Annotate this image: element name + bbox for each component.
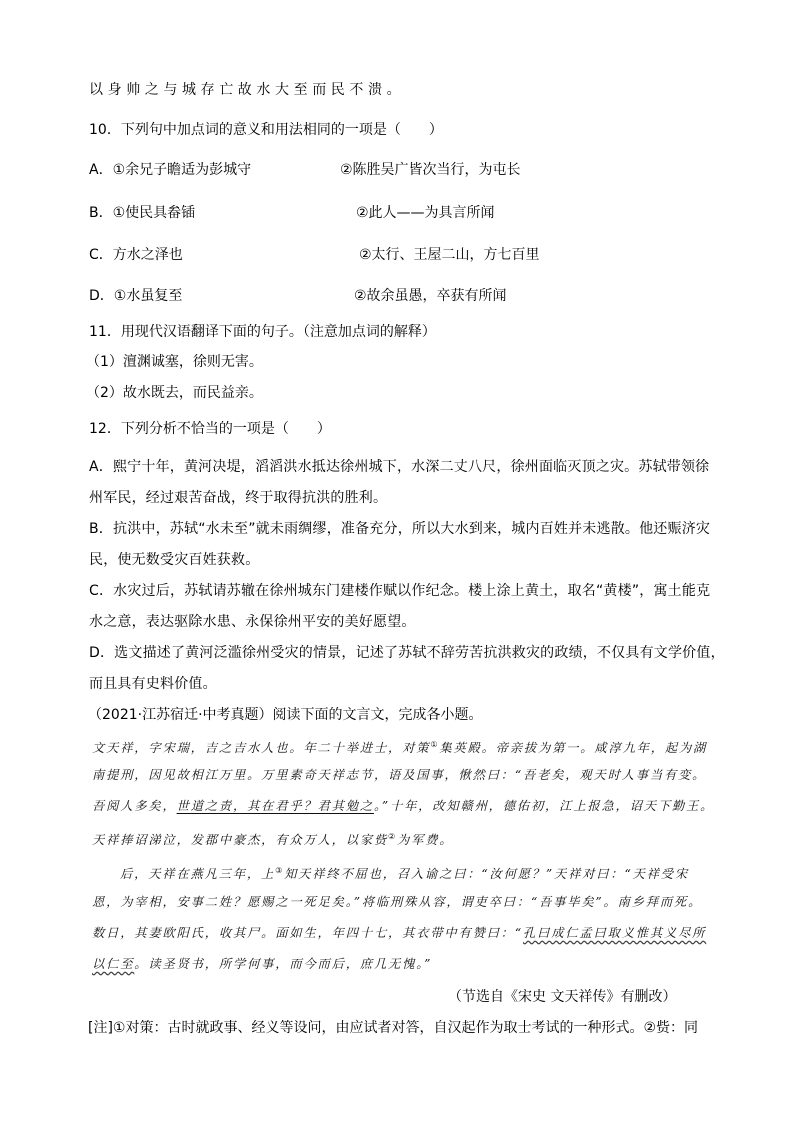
q12-line: D．选文描述了黄河泛滥徐州受灾的情景，记述了苏轼不辞劳苦抗洪救灾的政绩，不仅具有文学价值， — [89, 645, 725, 661]
q12-line: B．抗洪中，苏轼“水未至”就未雨绸缪，准备充分，所以大水到来，城内百姓并未逃散。他还赈济灾 — [89, 521, 711, 537]
underlined-sentence: 世道之责，其在君乎？君其勉之 — [176, 799, 374, 813]
question-12-stem: 12．下列分析不恰当的一项是（ ） — [89, 421, 331, 437]
passage-line — [92, 767, 706, 783]
passage-line — [92, 737, 707, 756]
passage-line — [92, 956, 432, 972]
passage-text: 集英殿。帝亲拔为第一。咸淳九年，起为湖 — [439, 741, 708, 756]
passage-text: 后，天祥在燕凡三年，上 — [120, 867, 276, 882]
question-11-stem: 11．用现代汉语翻译下面的句子。（注意加点词的解释） — [89, 324, 436, 340]
passage-text: 南提刑，因见故相江万里。万里素奇天祥志节，语及国事，愀然曰：“吾老矣，观天时人事当有变。 — [92, 768, 707, 782]
q10-option-b-right: ②此人——为具言所闻 — [356, 205, 495, 221]
q11-item-2: （2）故水既去，而民益亲。 — [86, 385, 263, 401]
passage-text: 。读圣贤书，所学何事，而今而后，庶几无愧。” — [134, 957, 433, 971]
q12-line: 而且具有史料价值。 — [89, 676, 217, 692]
passage-line — [92, 829, 453, 848]
passage-line — [92, 798, 714, 814]
footnote-marker: ② — [388, 832, 398, 841]
passage-text: 天祥捧诏涕泣，发郡中豪杰，有众万人，以家赀 — [92, 833, 389, 848]
passage-text: 为军费。 — [397, 833, 454, 848]
footnote: [注]①对策：古时就政事、经义等设问，由应试者对答，自汉起作为取士考试的一种形式。②赀：同 — [88, 1020, 699, 1036]
passage-text: 。”十年，改知赣州，德佑初，江上报急，诏天下勤王。 — [373, 799, 715, 813]
q12-line: 州军民，经过艰苦奋战，终于取得抗洪的胜利。 — [89, 490, 388, 506]
passage-text: 恩，为宰相，安事二姓？愿赐之一死足矣。”将临刑殊从容，谓吏卒曰：“吾事毕矣”。南乡拜而死。 — [92, 895, 703, 909]
passage-line — [92, 894, 702, 910]
wavy-underlined-sentence: 以仁至 — [92, 957, 135, 971]
q10-option-d-left: D．①水虽复至 — [89, 288, 183, 304]
q10-option-a-right: ②陈胜吴广皆次当行，为屯长 — [340, 162, 521, 178]
passage-line — [120, 863, 689, 882]
q10-option-c-left: C．方水之泽也 — [89, 247, 183, 263]
passage-text: 文天祥，字宋瑞，吉之吉水人也。年二十举进士，对策 — [92, 741, 431, 756]
q10-option-b-left: B．①使民具畚锸 — [89, 205, 196, 221]
q12-line: C．水灾过后，苏轼请苏辙在徐州城东门建楼作赋以作纪念。楼上涂上黄土，取名“黄楼”，寓土能克 — [89, 583, 711, 599]
passage-text: 知天祥终不屈也，召入谕之曰：“汝何愿？”天祥对曰：“天祥受宋 — [284, 867, 689, 882]
passage-line — [92, 925, 706, 941]
passage-text: 吾阅人多矣， — [92, 799, 177, 813]
q10-option-c-right: ②太行、王屋二山，方七百里 — [359, 247, 540, 263]
source-intro: （2021·江苏宿迁·中考真题）阅读下面的文言文，完成各小题。 — [88, 707, 483, 723]
passage-text: 数日，其妻欧阳氏，收其尸。面如生，年四十七，其衣带中有赞曰：“ — [92, 926, 523, 940]
top-line: 以身帅之与城存亡故水大至而民不溃。 — [89, 82, 406, 98]
wavy-underlined-sentence: 孔曰成仁孟曰取义惟其义尽所 — [523, 926, 707, 940]
q12-line: A．熙宁十年，黄河决堤，滔滔洪水抵达徐州城下，水深二丈八尺，徐州面临灭顶之灾。苏轼带领徐 — [89, 459, 710, 475]
question-10-stem: 10．下列句中加点词的意义和用法相同的一项是（ ） — [89, 122, 443, 138]
q12-line: 水之意，表达驱除水患、永保徐州平安的美好愿望。 — [89, 614, 416, 630]
footnote-marker: ③ — [275, 866, 285, 875]
source-note: （节选自《宋史 文天祥传》有删改） — [448, 989, 677, 1005]
q11-item-1: （1）澶渊诚塞，徐则无害。 — [86, 354, 263, 370]
q12-line: 民，使无数受灾百姓获救。 — [89, 552, 260, 568]
q10-option-a-left: A．①余兄子瞻适为彭城守 — [89, 162, 252, 178]
footnote-marker: ① — [430, 740, 440, 749]
q10-option-d-right: ②故余虽愚，卒获有所闻 — [354, 288, 507, 304]
